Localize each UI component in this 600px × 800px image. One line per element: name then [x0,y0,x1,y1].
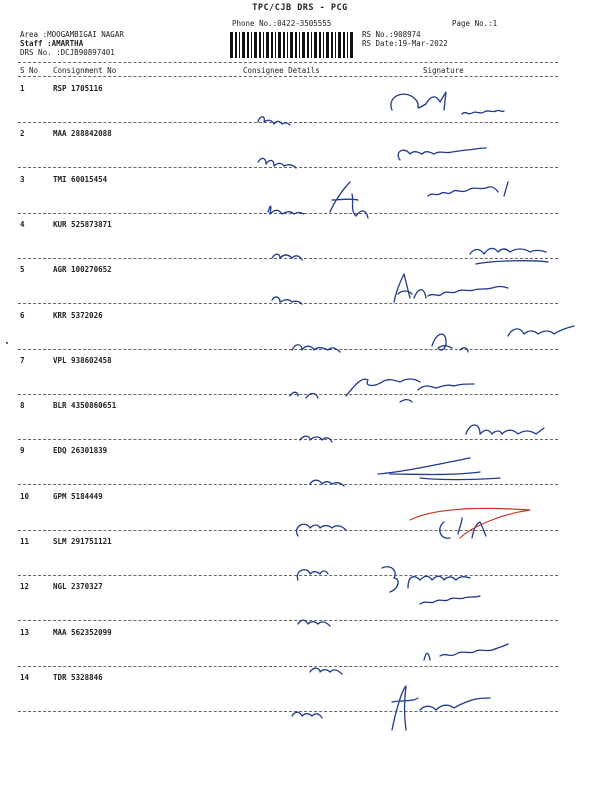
row-consignment-number: SLM 291751121 [53,537,112,546]
row-consignment-number: AGR 100270652 [53,265,112,274]
phone-number: Phone No.:0422-3505555 [232,19,332,28]
row-consignment-number: RSP 1705116 [53,84,103,93]
staff-field: Staff :AMARTHA [20,39,84,48]
document-title: TPC/CJB DRS - PCG [252,3,348,13]
row-serial-number: 4 [20,220,25,229]
row-consignment-number: MAA 288842088 [53,129,112,138]
row-consignment-number: TMI 60015454 [53,175,108,184]
row-serial-number: 8 [20,401,25,410]
row-consignment-number: MAA 562352099 [53,628,112,637]
rs-number: RS No.:908974 [362,30,421,39]
row-serial-number: 14 [20,673,30,682]
column-header-consignee: Consignee Details [243,66,320,75]
row-consignment-number: KUR 525873871 [53,220,112,229]
row-serial-number: 3 [20,175,25,184]
scan-speck [6,342,8,344]
row-serial-number: 11 [20,537,30,546]
row-serial-number: 5 [20,265,25,274]
row-serial-number: 7 [20,356,25,365]
row-consignment-number: KRR 5372026 [53,311,103,320]
column-header-consignment: Consignment No [53,66,117,75]
area-field: Area :MOOGAMBIGAI NAGAR [20,30,124,39]
row-serial-number: 12 [20,582,30,591]
row-consignment-number: BLR 4350860651 [53,401,117,410]
column-header-sno: S No [20,66,39,75]
row-serial-number: 13 [20,628,30,637]
row-serial-number: 1 [20,84,25,93]
row-consignment-number: VPL 938602458 [53,356,112,365]
column-header-signature: Signature [423,66,464,75]
row-serial-number: 9 [20,446,25,455]
row-consignment-number: EDQ 26301839 [53,446,108,455]
row-serial-number: 2 [20,129,25,138]
drs-number: DRS No. :DCJB90897401 [20,48,115,57]
page-number: Page No.:1 [452,19,498,28]
rs-date: RS Date:19-Mar-2022 [362,39,448,48]
row-consignment-number: TDR 5328846 [53,673,103,682]
row-consignment-number: NGL 2370327 [53,582,103,591]
row-serial-number: 6 [20,311,25,320]
row-serial-number: 10 [20,492,30,501]
row-consignment-number: GPM 5184449 [53,492,103,501]
